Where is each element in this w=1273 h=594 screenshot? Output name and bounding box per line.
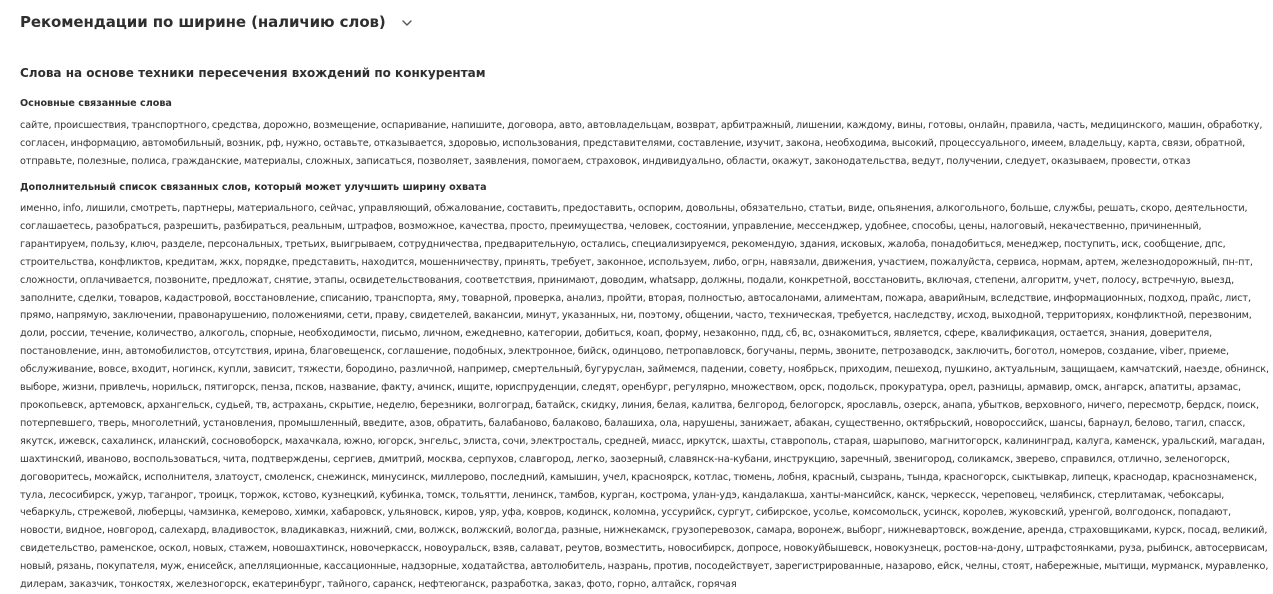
extra-words-list: именно, info, лишили, смотреть, партнеры, материального, сейчас, управляющий, обжалование, составить, предоставить, оспорим, довольны, обязательно, статьи, виде, опьянения, алкогольного, больше, службы, решать, скоро, деятельности, соглашаетесь, разобраться, разрешить, разбираться, реальным, штрафов, возможное, качества, просто, преимущества, человек, состоянии, управление, мессенджер, удобнее, способы, цены, налоговый, некачественно, причиненный, гарантируем, пользу, ключ, разделе, персональных, третьих, выигрываем, сотрудничества, предварительную, остались, специализируемся, рекомендую, здания, исковых, жалоба, понадобиться, менеджер, поступить, иск, сообщение, дпс, строительства, конфликтов, кредитам, жкх, порядке, представить, находится, мошенничеству, принять, требует, законное, используем, либо, огрн, навязали, движения, участием, пожалуйста, сервиса, нормам, артем, железнодорожный, пн-пт, сложности, оплачивается, позвоните, предложат, снятие, этапы, освидетельствования, соответствия, принимают, доводим, whatsapp, должны, подали, конкретной, восстановить, включая, степени, алгоритм, учет, полосу, встречную, выезд, заполните, сделки, товаров, кадастровой, восстановление, списанию, транспорта, яму, товарной, проверка, анализ, пройти, вторая, полностью, автосалонами, алиментам, пожара, аварийным, вследствие, информационных, подход, прайс, лист, прямо, напрямую, заключении, правонарушению, положениями, сети, праву, свидетелей, вакансии, минут, указанных, ни, поэтому, общении, часто, техническая, требуется, наследству, исход, выходной, территориях, конфликтной, перезвоним, доли, россии, течение, количество, алкоголь, спорные, необходимости, письмо, личном, ежедневно, категории, добиться, коап, форму, незаконно, пдд, сб, вс, ознакомиться, является, сфере, квалификация, остается, знания, доверителя, постановление, инн, автомобилистов, отсутствия, ирина, благовещенск, соглашение, подобных, электронное, бийск, одинцово, петропавловск, богучаны, пермь, звоните, петрозаводск, заключить, боготол, номеров, создание, viber, приеме, обслуживание, вовсе, входит, ногинск, купли, зависит, тяжести, бородино, различной, например, смертельный, бугуруслан, займемся, падении, совету, ноябрьск, приходим, пешеход, пушкино, актуальным, защищаем, камчатский, наезде, обнинск, выборе, жизни, привлечь, норильск, пятигорск, пенза, псков, название, факту, ачинск, ищите, юриспруденции, следят, оренбург, регулярно, множеством, орск, подольск, прокуратура, орел, разницы, армавир, омск, ангарск, апатиты, арзамас, прокопьевск, артемовск, архангельск, судьей, тв, астрахань, скрытие, неделю, березники, волгоград, батайск, скидку, линия, белая, калитва, белгород, белогорск, ярославль, озерск, анапа, убытков, верховного, ничего, пересмотр, бердск, поиск, потерпевшего, тверь, многолетний, установления, промышленный, введите, азов, обратить, балабаново, балаково, балашиха, ола, нарушены, занижает, абакан, существенно, октябрьский, новороссийск, шансы, барнаул, белово, тагил, спасск, якутск, ижевск, сахалинск, иланский, сосновоборск, махачкала, южно, югорск, энгельс, элиста, сочи, электросталь, средней, миасс, иркутск, шахты, ставрополь, старая, шарыпово, магнитогорск, калининград, калуга, каменск, уральский, магадан, шахтинский, иваново, воспользоваться, чита, подтверждены, сергиев, дмитрий, москва, серпухов, славгород, легко, заозерный, славянск-на-кубани, инструкцию, заречный, звенигород, соликамск, зверево, справился, отлично, зеленогорск, договоритесь, можайск, исполнителя, златоуст, смоленск, снежинск, минусинск, миллерово, последний, камышин, учел, красноярск, котлас, тюмень, лобня, красный, сызрань, тында, красногорск, сыктывкар, липецк, краснодар, краснознаменск, тула, лесосибирск, ужур, таганрог, троицк, торжок, кстово, кузнецкий, кубинка, томск, тольятти, ленинск, тамбов, курган, кострома, улан-удэ, кандалакша, ханты-мансийск, канск, черкесск, череповец, челябинск, стерлитамак, чебоксары, чебаркуль, стрежевой, люберцы, чамзинка, кемерово, химки, хабаровск, ульяновск, киров, уяр, уфа, ковров, кодинск, коломна, уссурийск, сургут, сибирское, усолье, комсомольск, усинск, королев, жуковский, уренгой, волгодонск, попадают, новости, видное, новгород, салехард, владивосток, владикавказ, нижний, сми, волжск, волжский, вологда, разные, нижнекамск, грузоперевозок, самара, воронеж, выборг, нижневартовск, вождение, аренда, страховщиками, курск, посад, великий, свидетельство, раменское, оскол, новых, стажем, новошахтинск, новочеркасск, новоуральск, взяв, салават, реутов, возместить, новосибирск, допросе, новокуйбышевск, новокузнецк, ростов-на-дону, штрафстоянками, руза, рыбинск, автосервисам, новый, рязань, покупателя, муж, енисейск, апелляционные, кассационные, надзорные, ходатайства, автолюбитель, назрань, против, посодействует, зарегистрированные, назарово, ейск, челны, стоят, набережные, мытищи, мурманск, муравленко, дилерам, заказчик, тонкостях, железногорск, екатеринбург, тайного, саранск, нефтеюганск, разработка, заказ, фото, горно, алтайск, горячая: [20, 203, 1269, 591]
section-header[interactable]: [20, 11, 413, 33]
section-subtitle: Слова на основе техники пересечения вхождений по конкурентам: [20, 66, 486, 80]
main-words-list: сайте, происшествия, транспортного, средства, дорожно, возмещение, оспаривание, напишите, договора, авто, автовладельцам, возврат, арбитражный, лишении, каждому, вины, готовы, онлайн, правила, часть, медицинского, машин, обработку, согласен, информацию, автомобильный, возник, рф, нужно, оставьте, отказывается, здоровью, использования, представителями, составление, изучит, закона, необходима, высокий, процессуального, имеем, владельцу, карта, связи, обратной, отправьте, полезные, полиса, гражданские, материалы, сложных, записаться, позволяет, заявления, помогаем, страховок, индивидуально, области, окажут, законодательства, ведут, получении, следует, оказываем, провести, отказ: [20, 120, 1263, 167]
extra-words-title: Дополнительный список связанных слов, который может улучшить ширину охвата: [20, 182, 487, 193]
main-words-title: Основные связанные слова: [20, 98, 172, 109]
page-title: Рекомендации по ширине (наличию слов): [20, 13, 386, 31]
chevron-down-icon[interactable]: [401, 16, 413, 28]
